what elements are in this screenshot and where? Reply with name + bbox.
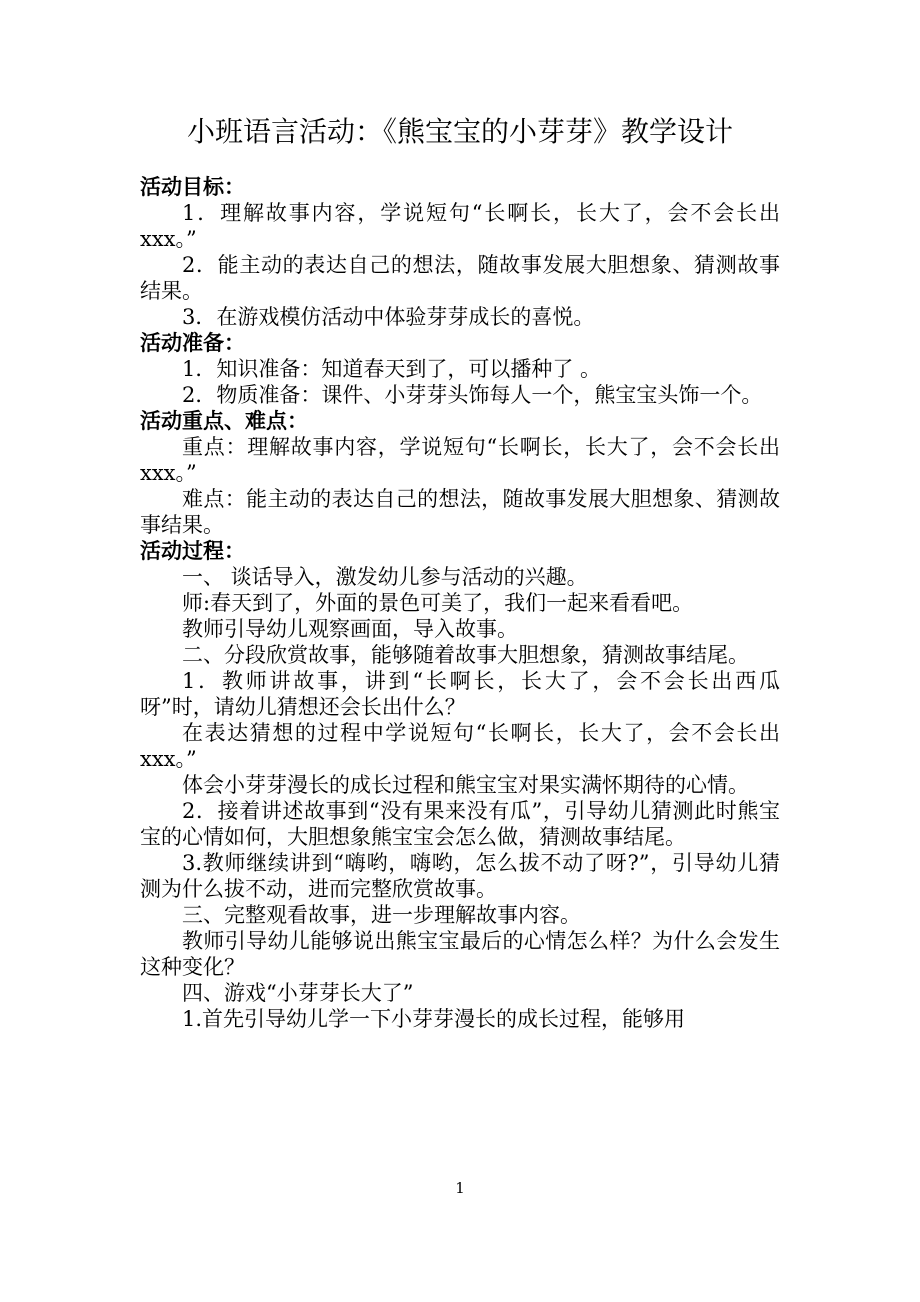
section-heading: 活动重点、难点： — [140, 409, 308, 433]
paragraph: 二、分段欣赏故事，能够随着故事大胆想象，猜测故事结尾。 — [182, 643, 749, 667]
paragraph: 1．理解故事内容，学说短句“长啊长，长大了，会不会长出 xxx。” — [140, 201, 780, 251]
paragraph: 四、游戏“小芽芽长大了” — [182, 981, 414, 1005]
section-key-points — [140, 408, 780, 538]
paragraph: 3.教师继续讲到“嗨哟，嗨哟，怎么拔不动了呀?”，引导幼儿猜测为什么拔不动，进而完整欣赏故事。 — [140, 851, 780, 901]
section-process — [140, 538, 780, 1032]
paragraph: 难点：能主动的表达自己的想法，随故事发展大胆想象、猜测故事结果。 — [140, 487, 780, 537]
section-heading: 活动过程： — [140, 539, 245, 563]
paragraph: 教师引导幼儿能够说出熊宝宝最后的心情怎么样？为什么会发生这种变化？ — [140, 929, 780, 979]
section-goals — [140, 174, 780, 330]
document-title: 小班语言活动：《熊宝宝的小芽芽》教学设计 — [186, 115, 733, 148]
paragraph: 体会小芽芽漫长的成长过程和熊宝宝对果实满怀期待的心情。 — [182, 773, 749, 797]
paragraph: 一、 谈话导入，激发幼儿参与活动的兴趣。 — [182, 565, 588, 589]
paragraph: 1.首先引导幼儿学一下小芽芽漫长的成长过程，能够用 — [182, 1007, 686, 1031]
paragraph: 2．接着讲述故事到“没有果来没有瓜”，引导幼儿猜测此时熊宝宝的心情如何，大胆想象熊宝宝会怎么做，猜测故事结尾。 — [140, 799, 780, 849]
paragraph: 2．能主动的表达自己的想法，随故事发展大胆想象、猜测故事结果。 — [140, 253, 780, 303]
paragraph: 2．物质准备：课件、小芽芽头饰每人一个，熊宝宝头饰一个。 — [182, 383, 763, 407]
section-heading: 活动准备： — [140, 331, 245, 355]
section-preparation — [140, 330, 780, 408]
paragraph: 1．知识准备：知道春天到了，可以播种了 。 — [182, 357, 602, 381]
paragraph: 教师引导幼儿观察画面，导入故事。 — [182, 617, 518, 641]
page-number: 1 — [455, 1179, 465, 1197]
document-body — [140, 174, 780, 1032]
paragraph: 三、完整观看故事，进一步理解故事内容。 — [182, 903, 581, 927]
paragraph: 1．教师讲故事，讲到“长啊长，长大了，会不会长出西瓜呀”时，请幼儿猜想还会长出什么？ — [140, 669, 780, 719]
paragraph: 师:春天到了，外面的景色可美了，我们一起来看看吧。 — [182, 591, 694, 615]
section-heading: 活动目标： — [140, 175, 245, 199]
paragraph: 在表达猜想的过程中学说短句“长啊长，长大了，会不会长出 xxx。” — [140, 721, 780, 771]
paragraph: 重点：理解故事内容，学说短句“长啊长，长大了，会不会长出 xxx。” — [140, 435, 780, 485]
paragraph: 3．在游戏模仿活动中体验芽芽成长的喜悦。 — [182, 305, 595, 329]
